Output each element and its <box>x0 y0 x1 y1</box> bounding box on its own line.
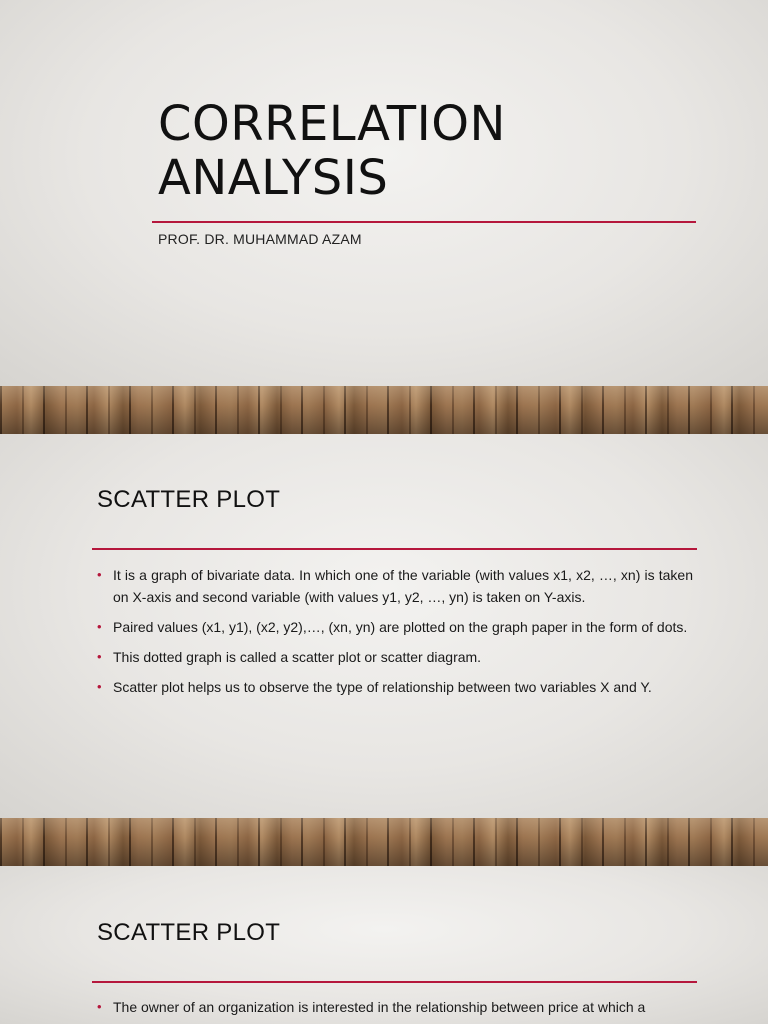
title-divider <box>92 548 697 550</box>
author-name: PROF. DR. MUHAMMAD AZAM <box>158 231 362 247</box>
title-line-1: CORRELATION <box>158 96 506 152</box>
bullet-list <box>97 564 693 706</box>
title-line-2: ANALYSIS <box>158 150 389 206</box>
bullet-item: • Paired values (x1, y1), (x2, y2),…, (xn, yn) are plotted on the graph paper in the form of dots. <box>97 616 693 638</box>
bullet-item: • The owner of an organization is interested in the relationship between price at which a <box>97 996 693 1018</box>
bullet-item: • Scatter plot helps us to observe the type of relationship between two variables X and Y. <box>97 676 693 698</box>
wood-floor-band-1 <box>0 386 768 434</box>
slide-title: SCATTER PLOT <box>97 919 281 946</box>
title-divider <box>92 981 697 983</box>
scatter-plot-slide-1 <box>0 434 768 818</box>
slide-title: SCATTER PLOT <box>97 486 281 513</box>
title-slide <box>0 0 768 386</box>
wood-floor-band-2 <box>0 818 768 866</box>
bullet-list <box>97 996 693 1024</box>
bullet-item: • This dotted graph is called a scatter plot or scatter diagram. <box>97 646 693 668</box>
scatter-plot-slide-2 <box>0 866 768 1024</box>
presentation-title <box>158 97 506 205</box>
title-divider <box>152 221 696 223</box>
bullet-item: • It is a graph of bivariate data. In which one of the variable (with values x1, x2, …, xn) is taken on X-axis and second variable (with values y1, y2, …, yn) is taken on Y-axis. <box>97 564 693 608</box>
